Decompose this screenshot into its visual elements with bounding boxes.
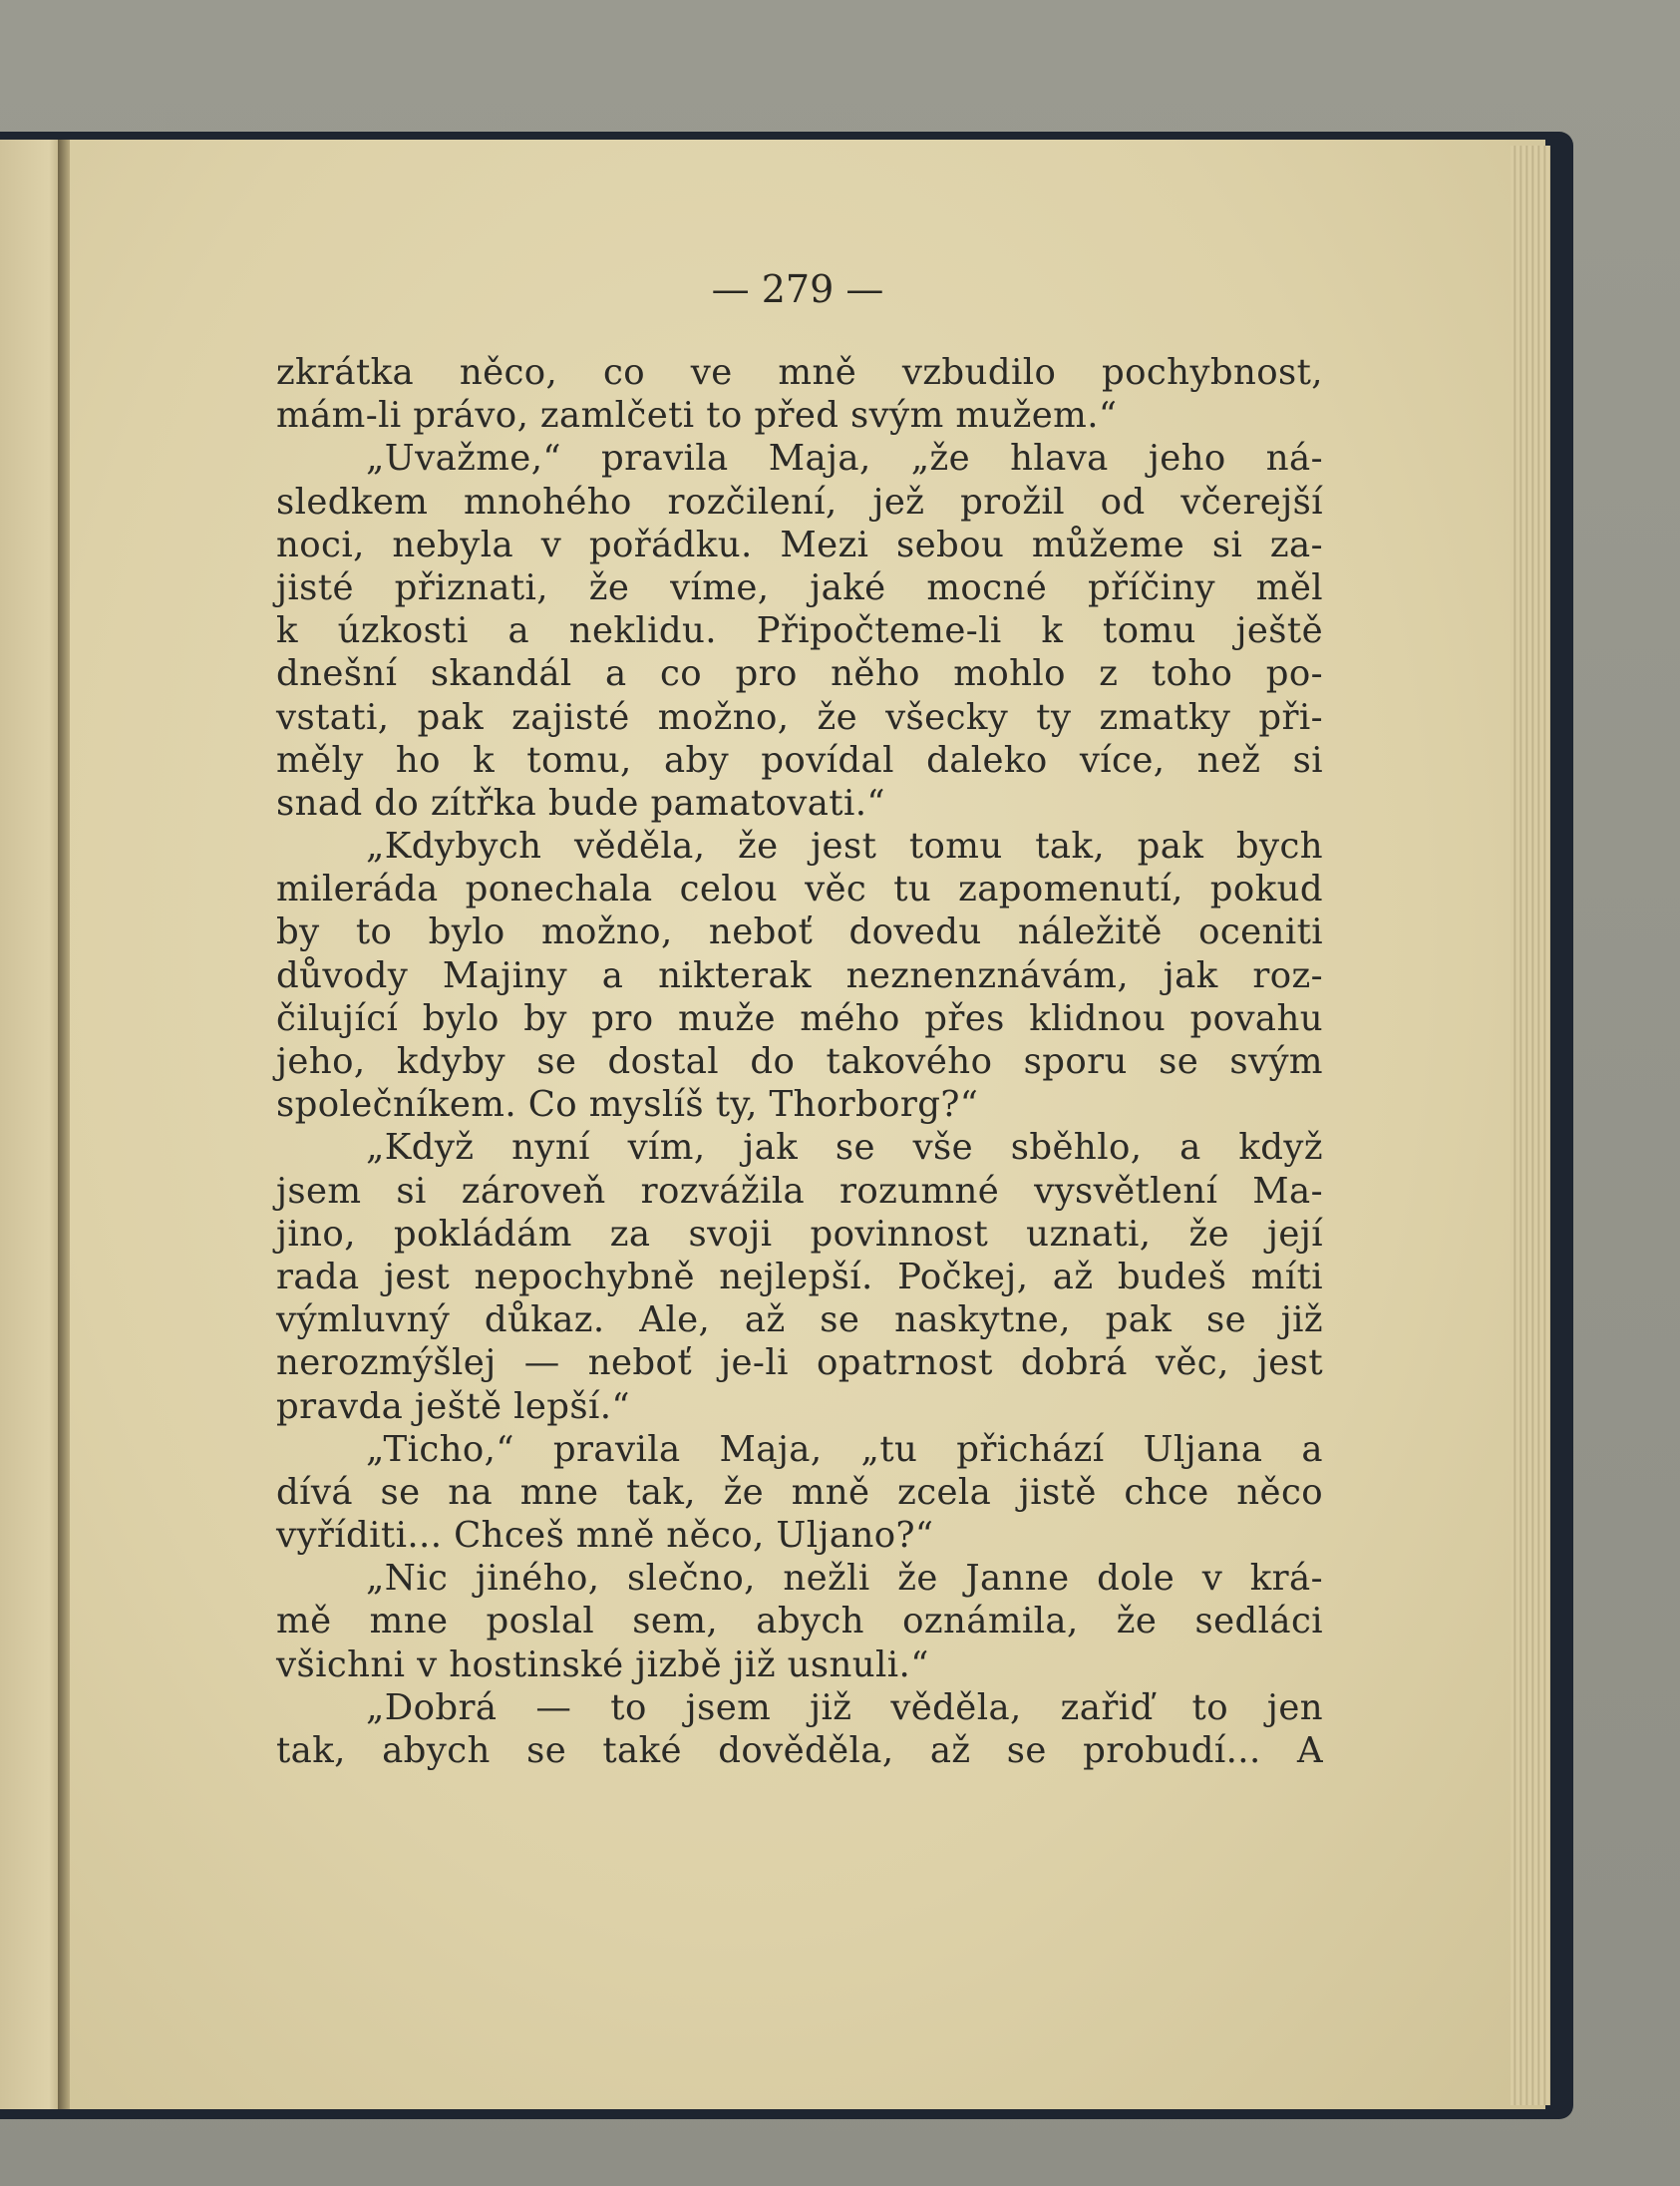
text-line: jino, pokládám za svoji povinnost uznati, že její — [276, 1213, 1323, 1255]
text-line: měly ho k tomu, aby povídal daleko více, než si — [276, 739, 1323, 781]
text-line: „Nic jiného, slečno, nežli že Janne dole v krá- — [366, 1558, 1323, 1600]
text-line: pravda ještě lepší.“ — [276, 1385, 630, 1427]
text-line: „Dobrá — to jsem již věděla, zařiď to jen — [366, 1686, 1323, 1728]
text-line: mileráda ponechala celou věc tu zapomenutí, pokud — [276, 869, 1323, 911]
text-line: jsem si zároveň rozvážila rozumné vysvětlení Ma- — [276, 1170, 1323, 1212]
text-line: by to bylo možno, neboť dovedu náležitě oceniti — [276, 911, 1323, 953]
page-stack-edge — [1511, 146, 1550, 2105]
text-line: snad do zítřka bude pamatovati.“ — [276, 782, 885, 824]
text-line: vyříditi... Chceš mně něco, Uljano?“ — [276, 1515, 934, 1557]
text-line: rada jest nepochybně nejlepší. Počkej, až budeš míti — [276, 1256, 1323, 1297]
body-text — [276, 351, 1323, 1772]
text-line: sledkem mnohého rozčilení, jež prožil od včerejší — [276, 481, 1323, 523]
text-line: jisté přiznati, že víme, jaké mocné příčiny měl — [276, 566, 1323, 608]
text-line: „Ticho,“ pravila Maja, „tu přichází Uljana a — [366, 1428, 1323, 1470]
text-line: důvody Majiny a nikterak neznenznávám, jak roz- — [276, 954, 1323, 996]
text-line: mám-li právo, zamlčeti to před svým mužem.“ — [276, 395, 1118, 437]
text-line: jeho, kdyby se dostal do takového sporu se svým — [276, 1041, 1323, 1082]
text-line: nerozmýšlej — neboť je-li opatrnost dobrá věc, jest — [276, 1342, 1323, 1384]
text-line: „Kdybych věděla, že jest tomu tak, pak bych — [366, 826, 1323, 868]
text-line: čilující bylo by pro muže mého přes klidnou povahu — [276, 997, 1323, 1039]
text-line: mě mne poslal sem, abych oznámila, že sedláci — [276, 1601, 1323, 1642]
text-line: zkrátka něco, co ve mně vzbudilo pochybnost, — [276, 352, 1323, 393]
text-line: vstati, pak zajisté možno, že všecky ty zmatky při- — [276, 696, 1323, 738]
text-line: noci, nebyla v pořádku. Mezi sebou můžeme si za- — [276, 524, 1323, 565]
text-line: „Když nyní vím, jak se vše sběhlo, a když — [366, 1127, 1323, 1169]
text-line: dívá se na mne tak, že mně zcela jistě chce něco — [276, 1471, 1323, 1513]
text-line: společníkem. Co myslíš ty, Thorborg?“ — [276, 1084, 979, 1126]
page-number: — 279 — — [711, 267, 884, 311]
text-line: tak, abych se také dověděla, až se probudí... A — [276, 1730, 1323, 1771]
text-line: k úzkosti a neklidu. Připočteme-li k tomu ještě — [276, 610, 1323, 652]
text-line: „Uvažme,“ pravila Maja, „že hlava jeho ná- — [366, 438, 1323, 480]
text-line: všichni v hostinské jizbě již usnuli.“ — [276, 1643, 929, 1685]
text-line: dnešní skandál a co pro něho mohlo z toho po- — [276, 653, 1323, 695]
book-gutter — [58, 140, 70, 2109]
text-line: výmluvný důkaz. Ale, až se naskytne, pak se již — [276, 1299, 1323, 1341]
